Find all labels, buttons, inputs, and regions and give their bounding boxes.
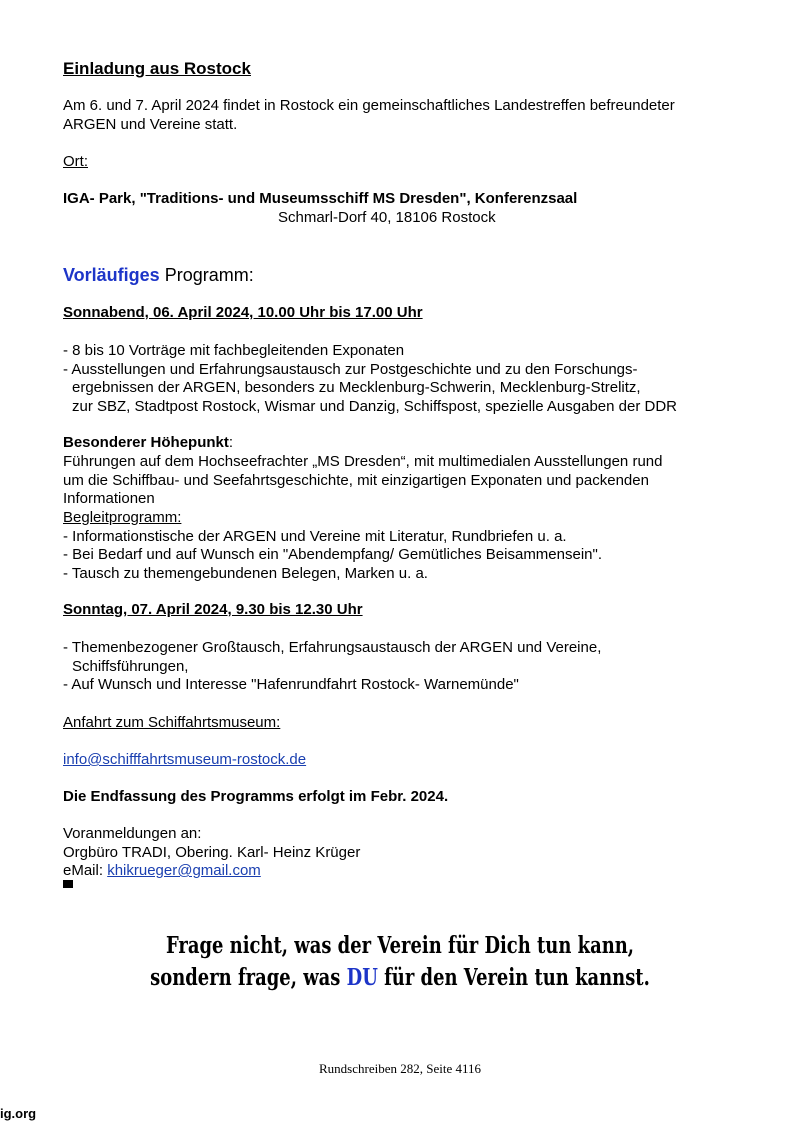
intro-line: ARGEN und Vereine statt. (63, 115, 238, 133)
highlight-line: Führungen auf dem Hochseefrachter „MS Dresden“, mit multimedialen Ausstellungen rund (63, 453, 663, 470)
program-heading-highlight: Vorläufiges (63, 265, 160, 285)
intro-paragraph (63, 97, 675, 134)
registration-email-prefix: eMail: (63, 862, 108, 879)
square-bullet-icon (63, 880, 73, 888)
venue-address: Schmarl-Dorf 40, 18106 Rostock (278, 209, 496, 226)
venue-name: IGA- Park, "Traditions- und Museumsschiff MS Dresden", Konferenzsaal (63, 190, 578, 207)
program-heading-rest: Programm: (159, 265, 254, 285)
sunday-heading: Sonntag, 07. April 2024, 9.30 bis 12.30 Uhr (63, 601, 363, 618)
highlight-line: um die Schiffbau- und Seefahrtsgeschichte, mit einzigartigen Exponaten und packenden (63, 471, 649, 489)
registration-org: Orgbüro TRADI, Obering. Karl- Heinz Krüger (63, 843, 361, 861)
list-item: - Auf Wunsch und Interesse "Hafenrundfahrt Rostock- Warnemünde" (63, 676, 519, 693)
museum-email-link[interactable]: info@schifffahrtsmuseum-rostock.de (63, 751, 307, 768)
motto-line-2 (88, 962, 712, 994)
motto-line-2-start: sondern frage, was (150, 964, 347, 991)
list-item: - Themenbezogener Großtausch, Erfahrungsaustausch der ARGEN und Vereine, (63, 639, 602, 656)
list-item: - 8 bis 10 Vorträge mit fachbegleitenden Exponaten (63, 342, 405, 359)
motto (88, 930, 712, 994)
sunday-items (63, 639, 601, 695)
list-item: - Bei Bedarf und auf Wunsch ein "Abendempfang/ Gemütliches Beisammensein". (63, 546, 602, 563)
list-item: - Ausstellungen und Erfahrungsaustausch zur Postgeschichte und zu den Forschungs- (63, 360, 638, 378)
intro-line: Am 6. und 7. April 2024 findet in Rostock ein gemeinschaftliches Landestreffen befreundeter (63, 97, 675, 114)
list-item: - Tausch zu themengebundenen Belegen, Marken u. a. (63, 564, 428, 582)
motto-highlight: DU (346, 964, 378, 991)
registration-label: Voranmeldungen an: (63, 825, 202, 842)
registration-email-link[interactable]: khikrueger@gmail.com (107, 862, 261, 879)
document-title: Einladung aus Rostock (63, 59, 251, 78)
motto-line-1: Frage nicht, was der Verein für Dich tun kann, (165, 932, 635, 959)
page-footer: Rundschreiben 282, Seite 4116 (319, 1061, 481, 1076)
list-item-continuation: ergebnissen der ARGEN, besonders zu Mecklenburg-Schwerin, Mecklenburg-Strelitz, (72, 379, 641, 396)
saturday-items (63, 342, 677, 416)
highlight-line: Informationen (63, 490, 155, 507)
accompanying-program-label: Begleitprogramm: (63, 509, 182, 526)
highlight-description (63, 453, 662, 509)
final-note: Die Endfassung des Programms erfolgt im Febr. 2024. (63, 788, 449, 805)
list-item-continuation: Schiffsführungen, (72, 657, 189, 675)
saturday-heading: Sonnabend, 06. April 2024, 10.00 Uhr bis 17.00 Uhr (63, 304, 423, 321)
motto-line-2-end: für den Verein tun kannst. (377, 964, 650, 991)
registration-email-line (63, 862, 360, 881)
list-item: - Informationstische der ARGEN und Vereine mit Literatur, Rundbriefen u. a. (63, 527, 567, 545)
registration-block (63, 825, 360, 881)
accompanying-program (63, 509, 602, 583)
highlight-label-text: Besonderer Höhepunkt (63, 434, 229, 451)
highlight-label (63, 434, 233, 453)
travel-label: Anfahrt zum Schiffahrtsmuseum: (63, 714, 281, 731)
program-heading (63, 265, 254, 286)
highlight-label-colon: : (228, 434, 234, 451)
list-item-continuation: zur SBZ, Stadtpost Rostock, Wismar und Danzig, Schiffspost, spezielle Ausgaben der DDR (72, 397, 677, 415)
url-fragment: ig.org (0, 1106, 37, 1121)
location-label: Ort: (63, 153, 88, 170)
